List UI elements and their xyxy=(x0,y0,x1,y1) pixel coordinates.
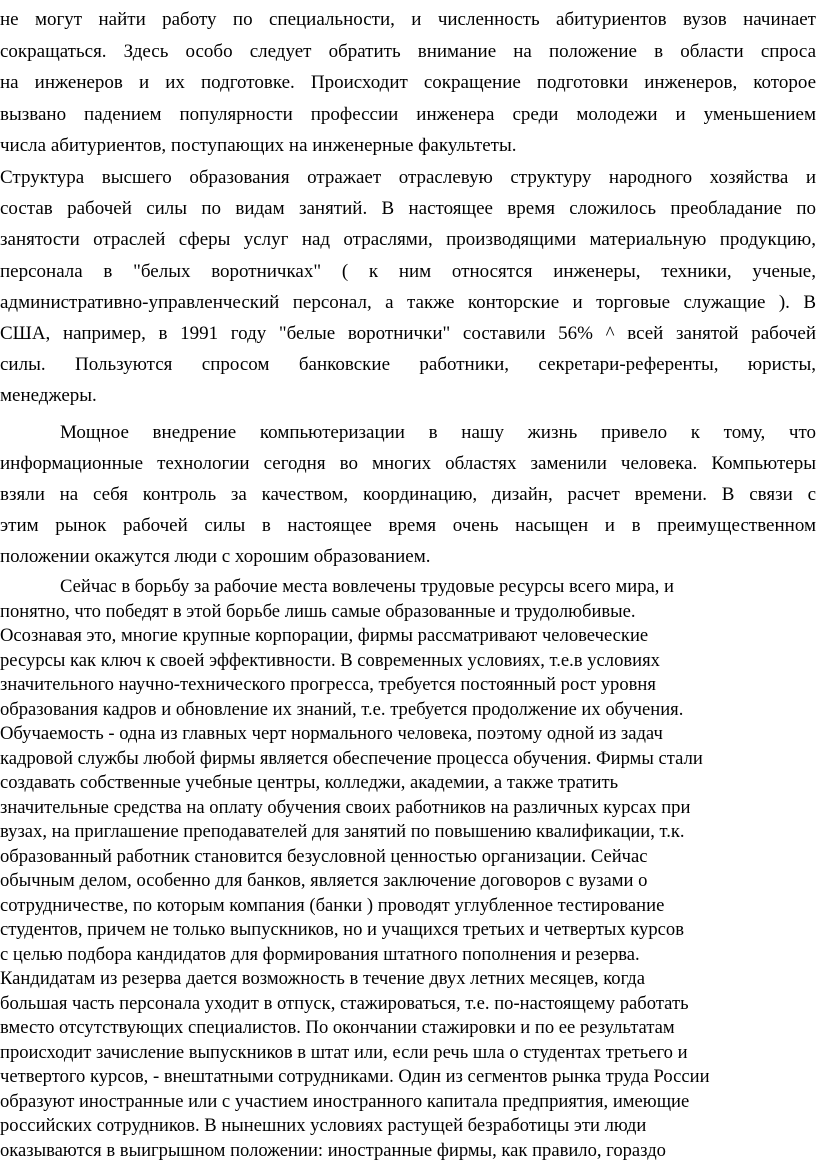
text-line: этим рынок рабочей силы в настоящее время очень насыщен и в преимущественном xyxy=(0,514,816,536)
text-line: образуют иностранные или с участием иностранного капитала предприятия, имеющие xyxy=(0,1090,690,1112)
text-line: вузах, на приглашение преподавателей для занятий по повышению квалификации, т.к. xyxy=(0,821,685,843)
text-line: значительные средства на оплату обучения своих работников на различных курсах при xyxy=(0,796,691,818)
text-line: вызвано падением популярности профессии инженера среди молодежи и уменьшением xyxy=(0,103,816,125)
text-line: российских сотрудников. В нынешних условиях растущей безработицы эти люди xyxy=(0,1115,647,1137)
text-line: Кандидатам из резерва дается возможность в течение двух летних месяцев, когда xyxy=(0,968,646,990)
text-line: оказываются в выигрышном положении: иностранные фирмы, как правило, гораздо xyxy=(0,1139,666,1161)
text-line: силы. Пользуются спросом банковские работники, секретари-референты, юристы, xyxy=(0,354,816,376)
text-line: на инженеров и их подготовке. Происходит сокращение подготовки инженеров, которое xyxy=(0,72,816,94)
text-line: создавать собственные учебные центры, колледжи, академии, а также тратить xyxy=(0,772,619,794)
text-line: персонала в "белых воротничках" ( к ним относятся инженеры, техники, ученые, xyxy=(0,260,816,282)
text-line: не могут найти работу по специальности, и численность абитуриентов вузов начинает xyxy=(0,9,816,30)
text-line: сотрудничестве, по которым компания (банки ) проводят углубленное тестирование xyxy=(0,894,665,916)
text-line: образованный работник становится безусловной ценностью организации. Сейчас xyxy=(0,845,648,867)
text-line: состав рабочей силы по видам занятий. В настоящее время сложилось преобладание по xyxy=(0,198,816,220)
text-line: числа абитуриентов, поступающих на инженерные факультеты. xyxy=(0,135,517,157)
text-line: кадровой службы любой фирмы является обеспечение процесса обучения. Фирмы стали xyxy=(0,747,703,769)
paragraph-labor-competition xyxy=(0,575,816,1163)
text-line: вместо отсутствующих специалистов. По окончании стажировки и по ее результатам xyxy=(0,1017,675,1039)
text-line: Структура высшего образования отражает отраслевую структуру народного хозяйства и xyxy=(0,166,816,188)
paragraph-higher-education xyxy=(0,162,816,412)
text-line: ресурсы как ключ к своей эффективности. В современных условиях, т.е.в условиях xyxy=(0,649,660,671)
text-line: студентов, причем не только выпускников, но и учащихся третьих и четвертых курсов xyxy=(0,919,684,941)
text-line: значительного научно-технического прогресса, требуется постоянный рост уровня xyxy=(0,674,656,696)
text-line: информационные технологии сегодня во многих областях заменили человека. Компьютеры xyxy=(0,452,816,474)
text-line: Осознавая это, многие крупные корпорации, фирмы рассматривают человеческие xyxy=(0,625,649,647)
paragraph-continuation xyxy=(0,4,816,162)
text-line: США, например, в 1991 году "белые воротнички" составили 56% ^ всей занятой рабочей xyxy=(0,322,816,344)
text-line: занятости отраслей сферы услуг над отраслями, производящими материальную продукцию, xyxy=(0,229,816,251)
text-line: положении окажутся люди с хорошим образованием. xyxy=(0,545,431,567)
text-line: Мощное внедрение компьютеризации в нашу жизнь привело к тому, что xyxy=(60,421,816,443)
text-line: с целью подбора кандидатов для формирования штатного пополнения и резерва. xyxy=(0,943,640,965)
text-line: четвертого курсов, - внештатными сотрудниками. Один из сегментов рынка труда России xyxy=(0,1066,710,1088)
text-line: образования кадров и обновление их знаний, т.е. требуется продолжение их обучения. xyxy=(0,698,684,720)
text-line: сокращаться. Здесь особо следует обратить внимание на положение в области спроса xyxy=(0,40,816,62)
text-line: менеджеры. xyxy=(0,385,97,407)
text-line: административно-управленческий персонал, а также конторские и торговые служащие ). В xyxy=(0,291,816,313)
text-line: взяли на себя контроль за качеством, координацию, дизайн, расчет времени. В связи с xyxy=(0,483,816,505)
text-line: большая часть персонала уходит в отпуск, стажироваться, т.е. по-настоящему работать xyxy=(0,992,689,1014)
text-line: понятно, что победят в этой борьбе лишь самые образованные и трудолюбивые. xyxy=(0,600,636,622)
text-line: Обучаемость - одна из главных черт нормального человека, поэтому одной из задач xyxy=(0,723,663,745)
text-line: происходит зачисление выпускников в штат или, если речь шла о студентах третьего и xyxy=(0,1041,688,1063)
text-line: обычным делом, особенно для банков, является заключение договоров с вузами о xyxy=(0,870,648,892)
text-line: Сейчас в борьбу за рабочие места вовлечены трудовые ресурсы всего мира, и xyxy=(60,576,675,598)
paragraph-computerization xyxy=(0,417,816,572)
